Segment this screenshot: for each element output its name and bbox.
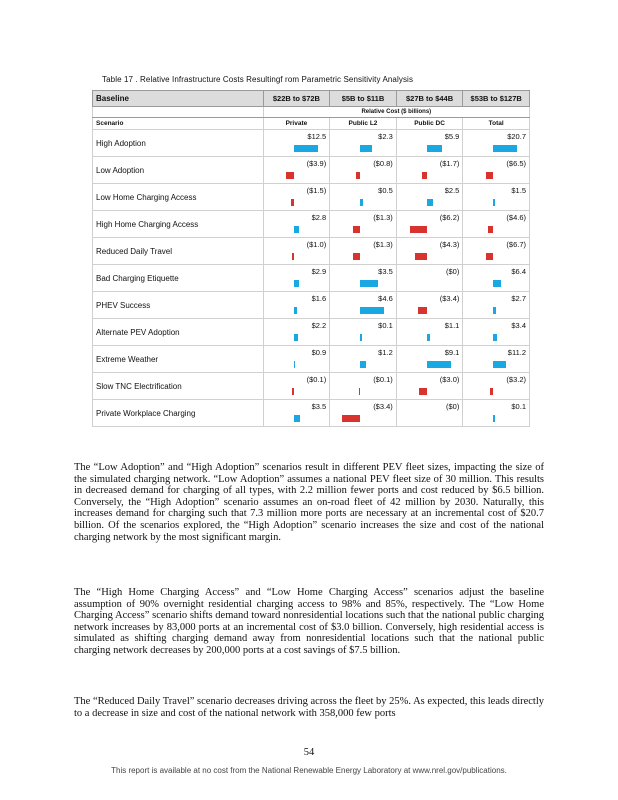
bar-public-l2	[360, 280, 378, 287]
bar-total	[493, 361, 506, 368]
relative-cost-label: Relative Cost ($ billions)	[263, 107, 529, 118]
bar-private	[294, 226, 299, 233]
bar-private	[286, 172, 293, 179]
value-label: ($4.3)	[439, 240, 460, 249]
cell-private	[263, 400, 330, 427]
cell-private	[263, 211, 330, 238]
bar-public-l2	[360, 334, 362, 341]
cell-public-l2	[330, 373, 397, 400]
bar-public-l2	[356, 172, 360, 179]
sensitivity-table	[92, 90, 530, 427]
page-footer: This report is available at no cost from the National Renewable Energy Laboratory at www.nrel.gov/publications.	[111, 766, 507, 775]
table-row	[93, 400, 530, 427]
cell-public-l2	[330, 292, 397, 319]
scenario-label: Extreme Weather	[93, 346, 264, 373]
value-label: ($3.9)	[306, 159, 327, 168]
value-label: $1.1	[444, 321, 460, 330]
value-label: ($1.7)	[439, 159, 460, 168]
cell-total	[463, 130, 530, 157]
value-label: $2.2	[311, 321, 327, 330]
value-label: $0.1	[511, 402, 526, 411]
bar-public-l2	[359, 388, 361, 395]
cell-total	[463, 373, 530, 400]
bar-public-dc	[418, 307, 427, 314]
cell-public-l2	[330, 238, 397, 265]
bar-private	[292, 253, 294, 260]
cell-public-dc	[396, 400, 463, 427]
bar-public-dc	[419, 388, 427, 395]
bar-total	[486, 172, 494, 179]
col-header-private: Private	[263, 118, 330, 130]
cell-public-dc	[396, 292, 463, 319]
bar-public-l2	[360, 361, 366, 368]
table-row	[93, 211, 530, 238]
col-header-total: Total	[463, 118, 530, 130]
scenario-label: PHEV Success	[93, 292, 264, 319]
value-label: ($1.3)	[373, 213, 393, 222]
cell-private	[263, 292, 330, 319]
bar-total	[493, 145, 517, 152]
paragraph-adoption: The “Low Adoption” and “High Adoption” scenarios result in different PEV fleet sizes, impacting the size of the simulated charging network. “Low Adoption” assumes a national PEV fleet size of 30 million. This results in decreased demand for charging of all types, with 2.2 million fewer ports and cost reduced by $6.5 billion. Conversely, the “High Adoption” scenario assumes an on-road fleet of 42 million by 2030. Naturally, this increases demand for charging such that 7.3 million more ports are necessary at an incremental cost of $20.7 billion. Of the scenarios explored, the “High Adoption” scenario increases the size and cost of the national charging network by the most significant margin.	[74, 462, 544, 543]
bar-private	[294, 280, 300, 287]
value-label: ($6.5)	[506, 159, 526, 168]
bar-private	[294, 307, 297, 314]
value-label: $9.1	[444, 348, 460, 357]
bar-private	[294, 145, 318, 152]
relative-cost-row	[93, 107, 530, 118]
bar-private	[294, 334, 298, 341]
cell-public-dc	[396, 130, 463, 157]
scenario-label: High Adoption	[93, 130, 264, 157]
cell-public-l2	[330, 211, 397, 238]
bar-total	[493, 334, 497, 341]
cell-private	[263, 373, 330, 400]
bar-public-l2	[342, 415, 360, 422]
cell-total	[463, 265, 530, 292]
value-label: ($6.2)	[439, 213, 460, 222]
value-label: $2.3	[378, 132, 393, 141]
cell-public-dc	[396, 211, 463, 238]
bar-public-dc	[415, 253, 426, 260]
baseline-public-l2: $5B to $11B	[330, 91, 397, 107]
scenario-label: Reduced Daily Travel	[93, 238, 264, 265]
value-label: $11.2	[507, 348, 526, 357]
cell-public-dc	[396, 373, 463, 400]
value-label: $2.5	[444, 186, 460, 195]
column-header-row	[93, 118, 530, 130]
value-label: $2.7	[511, 294, 526, 303]
cell-private	[263, 238, 330, 265]
cell-total	[463, 319, 530, 346]
baseline-public-dc: $27B to $44B	[396, 91, 463, 107]
table-row	[93, 265, 530, 292]
cell-total	[463, 292, 530, 319]
cell-public-dc	[396, 265, 463, 292]
cell-private	[263, 157, 330, 184]
col-header-public-dc: Public DC	[396, 118, 463, 130]
bar-public-dc	[427, 145, 443, 152]
value-label: $1.5	[511, 186, 526, 195]
bar-public-l2	[360, 145, 372, 152]
cell-public-l2	[330, 319, 397, 346]
cell-private	[263, 265, 330, 292]
value-label: $0.9	[311, 348, 327, 357]
bar-public-dc	[427, 361, 451, 368]
cell-public-dc	[396, 346, 463, 373]
cell-public-l2	[330, 184, 397, 211]
cell-private	[263, 184, 330, 211]
bar-total	[488, 226, 493, 233]
table-row	[93, 157, 530, 184]
cell-total	[463, 211, 530, 238]
bar-private	[294, 415, 301, 422]
baseline-private: $22B to $72B	[263, 91, 330, 107]
value-label: ($0.1)	[306, 375, 327, 384]
cell-total	[463, 400, 530, 427]
cell-public-dc	[396, 319, 463, 346]
bar-public-l2	[353, 226, 360, 233]
value-label: ($3.2)	[506, 375, 526, 384]
value-label: $2.8	[311, 213, 327, 222]
value-label: ($0.8)	[373, 159, 393, 168]
table-row	[93, 130, 530, 157]
bar-total	[493, 307, 496, 314]
cell-public-dc	[396, 157, 463, 184]
bar-public-l2	[360, 199, 363, 206]
table-row	[93, 319, 530, 346]
value-label: $20.7	[507, 132, 526, 141]
cell-public-l2	[330, 400, 397, 427]
col-header-public-l2: Public L2	[330, 118, 397, 130]
cell-private	[263, 346, 330, 373]
cell-private	[263, 130, 330, 157]
table-row	[93, 292, 530, 319]
cell-public-dc	[396, 184, 463, 211]
cell-total	[463, 157, 530, 184]
value-label: $4.6	[378, 294, 393, 303]
cell-total	[463, 184, 530, 211]
scenario-label: Private Workplace Charging	[93, 400, 264, 427]
bar-public-dc	[427, 199, 434, 206]
value-label: $1.2	[378, 348, 393, 357]
scenario-label: Low Adoption	[93, 157, 264, 184]
baseline-label: Baseline	[93, 91, 264, 107]
value-label: $0.1	[378, 321, 393, 330]
cell-public-l2	[330, 157, 397, 184]
table-caption: Table 17 . Relative Infrastructure Costs Resultingf rom Parametric Sensitivity Analysis	[102, 75, 414, 84]
bar-public-dc	[427, 334, 430, 341]
scenario-label: Low Home Charging Access	[93, 184, 264, 211]
value-label: $1.6	[311, 294, 327, 303]
bar-total	[493, 280, 500, 287]
bar-public-l2	[353, 253, 360, 260]
bar-total	[486, 253, 494, 260]
value-label: ($1.5)	[306, 186, 327, 195]
cell-public-dc	[396, 238, 463, 265]
cell-public-l2	[330, 265, 397, 292]
bar-total	[493, 199, 495, 206]
bar-private	[294, 361, 296, 368]
bar-total	[490, 388, 494, 395]
value-label: $3.5	[311, 402, 327, 411]
value-label: ($3.4)	[373, 402, 393, 411]
cell-total	[463, 346, 530, 373]
value-label: $3.5	[378, 267, 393, 276]
baseline-total: $53B to $127B	[463, 91, 530, 107]
value-label: $5.9	[444, 132, 460, 141]
value-label: ($3.4)	[439, 294, 460, 303]
value-label: $12.5	[307, 132, 327, 141]
cell-total	[463, 238, 530, 265]
bar-public-dc	[410, 226, 426, 233]
value-label: ($3.0)	[439, 375, 460, 384]
cell-private	[263, 319, 330, 346]
value-label: $3.4	[511, 321, 526, 330]
cell-public-l2	[330, 346, 397, 373]
value-label: ($0)	[446, 402, 460, 411]
scenario-label: Slow TNC Electrification	[93, 373, 264, 400]
table-row	[93, 238, 530, 265]
cell-public-l2	[330, 130, 397, 157]
page-number: 54	[303, 747, 315, 758]
scenario-label: High Home Charging Access	[93, 211, 264, 238]
value-label: $0.5	[378, 186, 393, 195]
value-label: ($0)	[446, 267, 460, 276]
scenario-label: Alternate PEV Adoption	[93, 319, 264, 346]
bar-public-l2	[360, 307, 384, 314]
bar-private	[292, 388, 294, 395]
table-row	[93, 346, 530, 373]
paragraph-reduced-travel: The “Reduced Daily Travel” scenario decreases driving across the fleet by 25%. As expected, this leads directly to a decrease in size and cost of the national network with 358,000 few ports	[74, 696, 545, 719]
col-header-scenario: Scenario	[93, 118, 264, 130]
value-label: ($1.3)	[373, 240, 393, 249]
value-label: $6.4	[511, 267, 526, 276]
table-row	[93, 373, 530, 400]
value-label: ($6.7)	[506, 240, 526, 249]
bar-private	[291, 199, 294, 206]
value-label: $2.9	[311, 267, 327, 276]
scenario-label: Bad Charging Etiquette	[93, 265, 264, 292]
paragraph-home-charging: The “High Home Charging Access” and “Low Home Charging Access” scenarios adjust the baseline assumption of 90% overnight residential charging access to 98% and 85%, respectively. The “Low Home Charging Access” scenario shifts demand toward nonresidential locations such that the national public charging network increases by 83,000 ports at an incremental cost of $3.0 billion. Conversely, high residential access is simulated as shifting charging demand away from nonresidential locations such that the national public charging network decreases by 200,000 ports at a cost savings of $7.5 billion.	[74, 587, 544, 656]
table-row	[93, 184, 530, 211]
value-label: ($4.6)	[506, 213, 526, 222]
value-label: ($1.0)	[306, 240, 327, 249]
value-label: ($0.1)	[373, 375, 393, 384]
bar-public-dc	[422, 172, 426, 179]
baseline-row	[93, 91, 530, 107]
bar-total	[493, 415, 495, 422]
